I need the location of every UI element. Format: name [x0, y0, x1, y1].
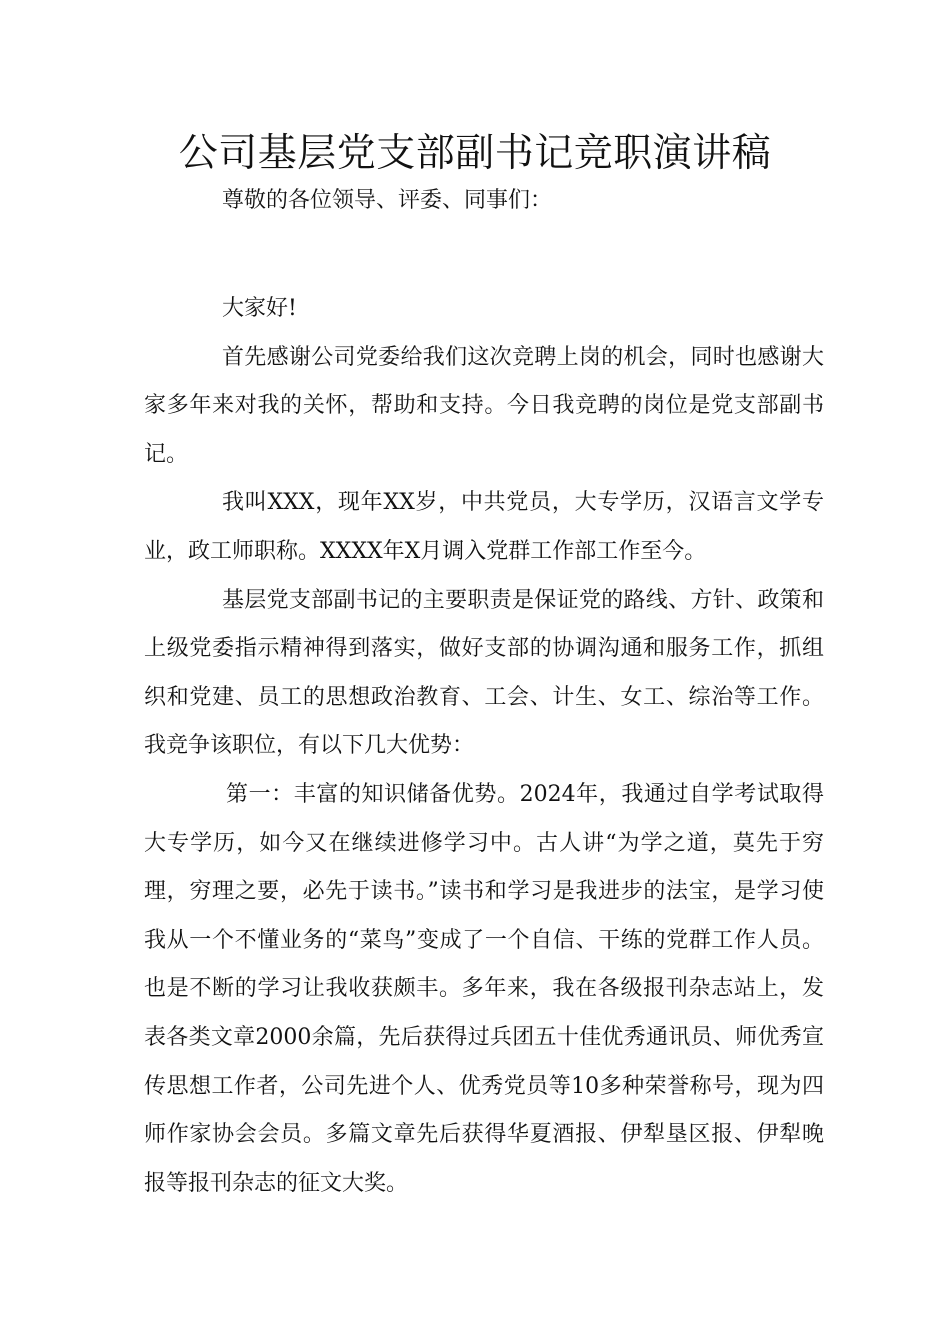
paragraph-self-intro: 我叫XXX，现年XX岁，中共党员，大专学历，汉语言文学专业，政工师职称。XXXX年X月调入党群工作部工作至今。 [144, 490, 824, 564]
document-title: 公司基层党支部副书记竞职演讲稿 [178, 131, 772, 176]
paragraph-thanks: 首先感谢公司党委给我们这次竞聘上岗的机会，同时也感谢大家多年来对我的关怀，帮助和支持。今日我竞聘的岗位是党支部副书记。 [144, 344, 824, 467]
paragraph-greeting: 大家好! [222, 296, 297, 321]
paragraph-advantage-one: 第一：丰富的知识储备优势。2024年，我通过自学考试取得大专学历，如今又在继续进修学习中。古人讲“为学之道，莫先于穷理，穷理之要，必先于读书。”读书和学习是我进步的法宝，是学习使我从一个不懂业务的“菜鸟”变成了一个自信、干练的党群工作人员。也是不断的学习让我收获颇丰。多年来，我在各级报刊杂志站上，发表各类文章2000余篇，先后获得过兵团五十佳优秀通讯员、师优秀宣传思想工作者，公司先进个人、优秀党员等10多种荣誉称号，现为四师作家协会会员。多篇文章先后获得华夏酒报、伊犁垦区报、伊犁晚报等报刊杂志的征文大奖。 [144, 781, 824, 1196]
salutation: 尊敬的各位领导、评委、同事们： [222, 188, 553, 213]
paragraph-duties: 基层党支部副书记的主要职责是保证党的路线、方针、政策和上级党委指示精神得到落实，做好支部的协调沟通和服务工作，抓组织和党建、员工的思想政治教育、工会、计生、女工、综治等工作。我竞争该职位，有以下几大优势： [144, 587, 824, 759]
document-body [144, 285, 824, 1208]
